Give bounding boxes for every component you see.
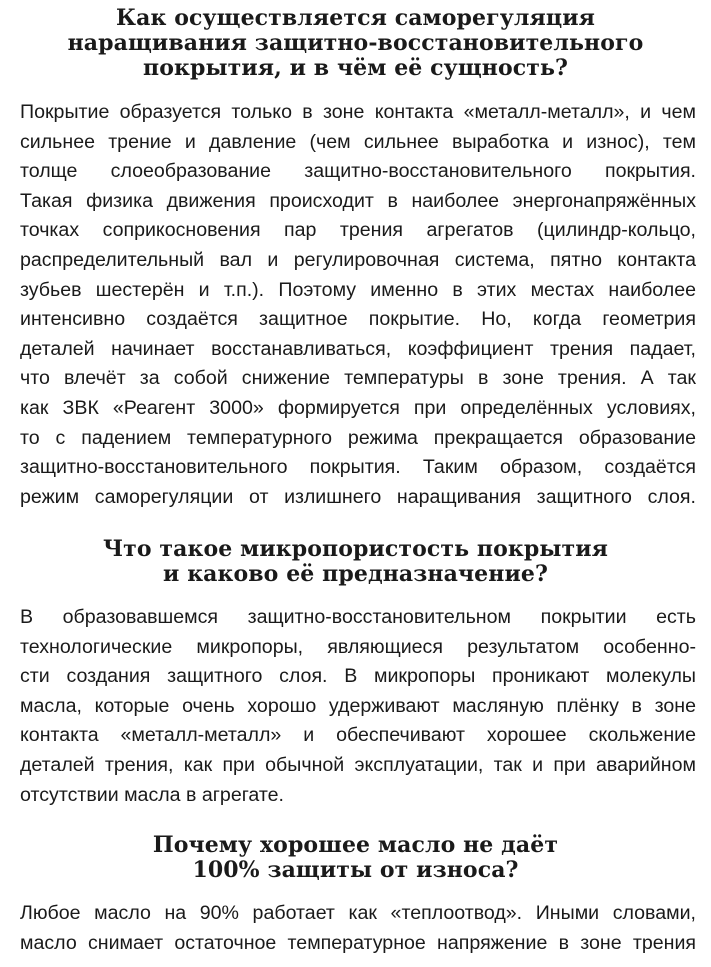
heading-line: Что такое микропористость покрытия xyxy=(102,536,609,562)
text-line: Любое масло на 90% работает как «теплоотвод». Иными словами, xyxy=(20,902,696,924)
heading-line: Как осуществляется саморегуляция xyxy=(116,5,595,31)
section-heading-microporosity xyxy=(0,537,711,587)
text-line: сти создания защитного слоя. В микропоры проникают молекулы xyxy=(20,665,696,688)
text-line: как ЗВК «Реагент 3000» формируется при определённых условиях, xyxy=(20,396,696,419)
text-line: масло снимает остаточное температурное напряжение в зоне трения xyxy=(20,931,696,954)
heading-line: покрытия, и в чём её сущность? xyxy=(143,55,568,81)
text-line: толще слоеобразование защитно-восстановительного покрытия. xyxy=(20,160,696,183)
section-heading-oil-protection xyxy=(0,833,711,883)
text-line: деталей трения, как при обычной эксплуатации, так и при аварийном xyxy=(20,753,696,776)
text-line: точках соприкосновения пар трения агрегатов (цилиндр-кольцо, xyxy=(20,219,696,242)
text-line: Покрытие образуется только в зоне контакта «металл-металл», и чем xyxy=(20,101,696,123)
text-line: контакта «металл-металл» и обеспечивают хорошее скольжение xyxy=(20,724,696,747)
paragraph-self-regulation xyxy=(20,98,696,512)
text-line: отсутствии масла в агрегате. xyxy=(20,783,284,806)
text-line: интенсивно создаётся защитное покрытие. Но, когда геометрия xyxy=(20,308,696,331)
text-line: масла, которые очень хорошо удерживают масляную плёнку в зоне xyxy=(20,694,696,717)
paragraph-microporosity xyxy=(20,603,696,810)
heading-line: и каково её предназначение? xyxy=(163,561,548,587)
text-line: распределительный вал и регулировочная система, пятно контакта xyxy=(20,248,696,271)
heading-line: 100% защиты от износа? xyxy=(192,857,519,883)
heading-line: Почему хорошее масло не даёт xyxy=(152,832,559,858)
text-line: технологические микропоры, являющиеся результатом особенно- xyxy=(20,635,696,658)
text-line: В образовавшемся защитно-восстановительном покрытии есть xyxy=(20,606,696,628)
text-line: сильнее трение и давление (чем сильнее выработка и износ), тем xyxy=(20,130,696,153)
text-line: деталей начинает восстанавливаться, коэффициент трения падает, xyxy=(20,337,696,360)
section-heading-self-regulation xyxy=(0,6,711,81)
heading-line: наращивания защитно-восстановительного xyxy=(67,30,644,56)
text-line: защитно-восстановительного покрытия. Таким образом, создаётся xyxy=(20,456,696,479)
text-line: то с падением температурного режима прекращается образование xyxy=(20,426,696,449)
text-line: что влечёт за собой снижение температуры в зоне трения. А так xyxy=(20,367,696,390)
text-line: Такая физика движения происходит в наиболее энергонапряжённых xyxy=(20,189,696,212)
text-line: зубьев шестерён и т.п.). Поэтому именно в этих местах наиболее xyxy=(20,278,696,301)
text-line: режим саморегуляции от излишнего наращивания защитного слоя. xyxy=(20,485,696,508)
paragraph-oil-protection xyxy=(20,899,696,958)
